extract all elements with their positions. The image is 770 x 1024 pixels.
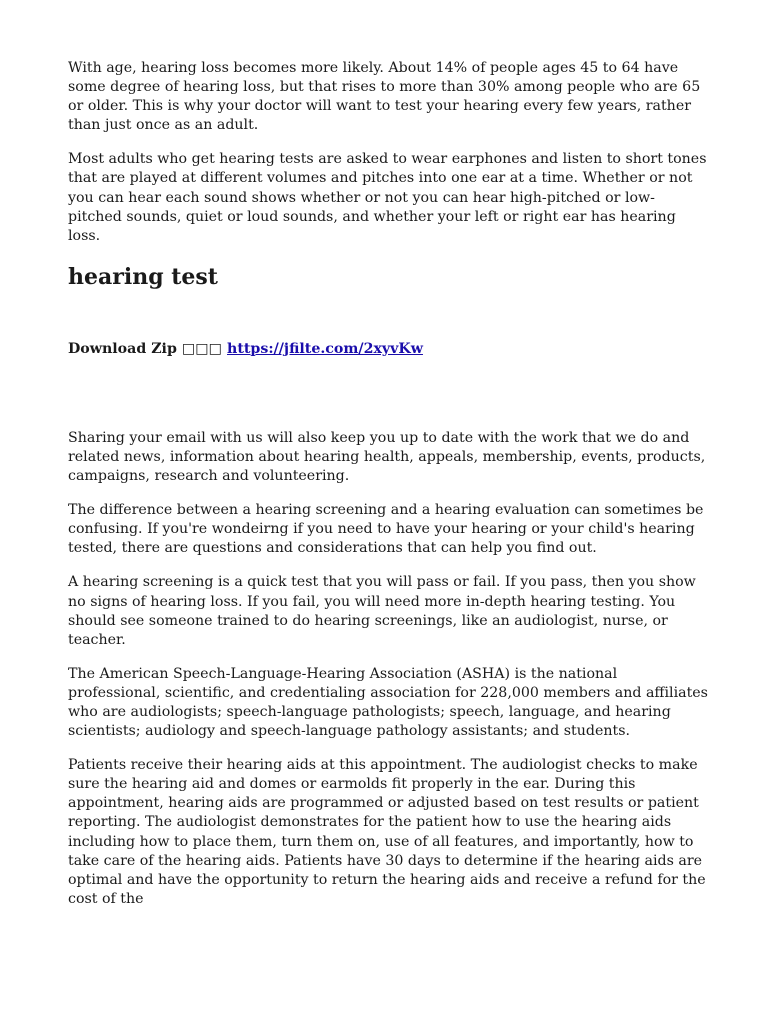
download-label: Download Zip — [68, 340, 177, 357]
spacer — [68, 359, 708, 429]
intro-paragraph-2: Most adults who get hearing tests are asked to wear earphones and listen to short tones that are played at different volumes and pitches into one ear at a time. Whether or not you can hear each sound shows whether or not you can hear high-pitched or low-pitched sounds, quiet or loud sounds, and whether your left or right ear has hearing loss. — [68, 151, 707, 244]
download-link[interactable]: https://jfilte.com/2xyvKw — [227, 340, 423, 357]
body-paragraph-5: Patients receive their hearing aids at this appointment. The audiologist checks to make sure the hearing aid and domes or earmolds fit properly in the ear. During this appointment, hearing aids are programmed or adjusted based on test results or patient reporting. The audiologist demonstrates for the patient how to use the hearing aids including how to place them, turn them on, use of all features, and importantly, how to take care of the hearing aids. Patients have 30 days to determine if the hearing aids are optimal and have the opportunity to return the hearing aids and receive a refund for the cost of the — [68, 757, 706, 907]
arrow-glyphs: □□□ — [181, 340, 223, 357]
section-heading: hearing test — [68, 263, 218, 290]
body-paragraph-4: The American Speech-Language-Hearing Association (ASHA) is the national professional, scientific, and credentialing association for 228,000 members and affiliates who are audiologists; speech-language pathologists; speech, language, and hearing scientists; audiology and speech-language pathology assistants; and students. — [68, 665, 708, 740]
document-page — [68, 59, 708, 924]
body-paragraph-3: A hearing screening is a quick test that you will pass or fail. If you pass, then you show no signs of hearing loss. If you fail, you will need more in-depth hearing testing. You should see someone trained to do hearing screenings, like an audiologist, nurse, or teacher. — [68, 574, 696, 648]
intro-paragraph-1: With age, hearing loss becomes more likely. About 14% of people ages 45 to 64 have some degree of hearing loss, but that rises to more than 30% among people who are 65 or older. This is why your doctor will want to test your hearing every few years, rather than just once as an adult. — [68, 60, 701, 134]
body-paragraph-2: The difference between a hearing screening and a hearing evaluation can sometimes be confusing. If you're wondeirng if you need to have your hearing or your child's hearing tested, there are questions and considerations that can help you find out. — [68, 502, 704, 557]
body-paragraph-1: Sharing your email with us will also keep you up to date with the work that we do and related news, information about hearing health, appeals, membership, events, products, campaigns, research and volunteering. — [68, 429, 706, 485]
download-line — [68, 340, 708, 359]
